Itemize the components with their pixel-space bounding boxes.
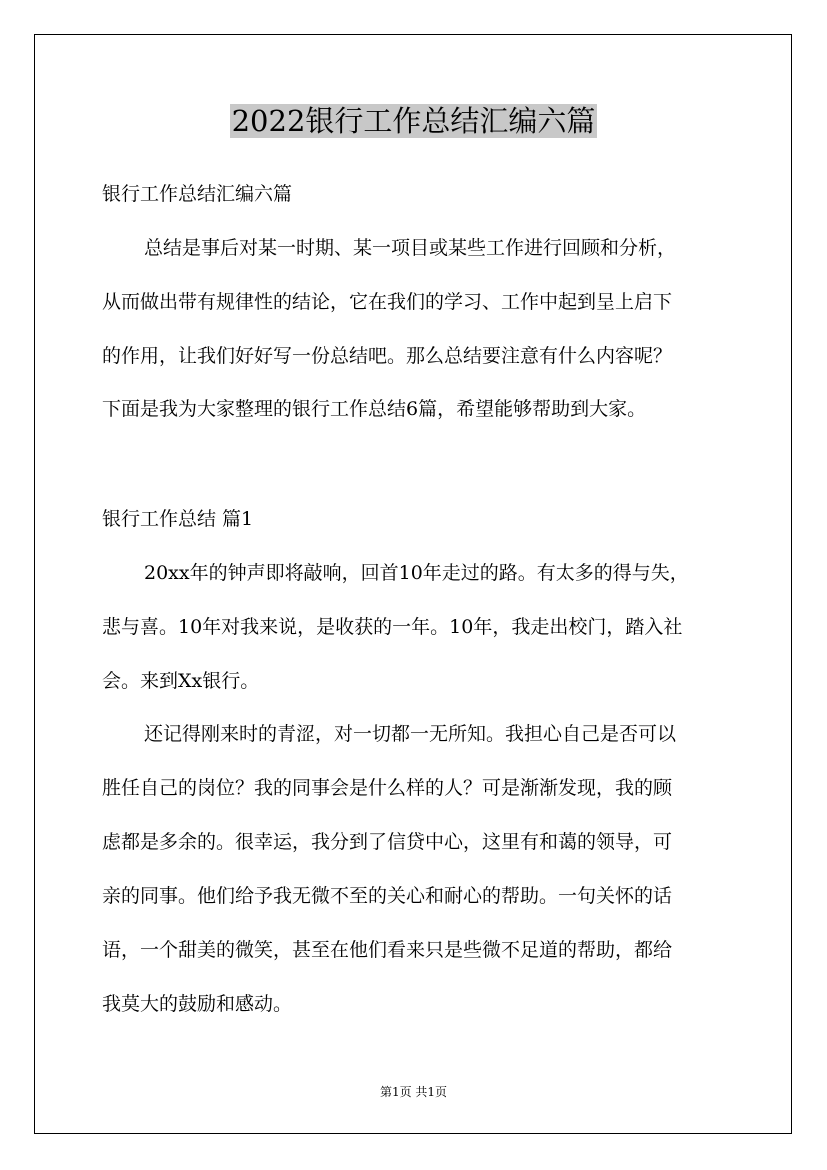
section-heading: 银行工作总结 篇1	[102, 508, 254, 530]
paragraph-line: 20xx年的钟声即将敲响，回首10年走过的路。有太多的得与失，	[144, 562, 689, 584]
page-footer: 第1页 共1页	[379, 1085, 448, 1099]
document-subtitle: 银行工作总结汇编六篇	[102, 183, 293, 205]
title-text: 2022银行工作总结汇编六篇	[231, 104, 596, 138]
intro-line: 的作用，让我们好好写一份总结吧。那么总结要注意有什么内容呢？	[102, 345, 673, 367]
intro-line: 总结是事后对某一时期、某一项目或某些工作进行回顾和分析，	[144, 237, 677, 259]
paragraph-line: 会。来到Xx银行。	[102, 670, 260, 692]
paragraph-line: 亲的同事。他们给予我无微不至的关心和耐心的帮助。一句关怀的话	[102, 885, 673, 907]
paragraph-line: 虑都是多余的。很幸运，我分到了信贷中心，这里有和蔼的领导，可	[102, 831, 673, 853]
paragraph-line: 我莫大的鼓励和感动。	[102, 993, 293, 1015]
paragraph-line: 语，一个甜美的微笑，甚至在他们看来只是些微不足道的帮助，都给	[102, 939, 673, 961]
document-title	[0, 100, 827, 142]
paragraph-line: 胜任自己的岗位？我的同事会是什么样的人？可是渐渐发现，我的顾	[102, 777, 673, 799]
intro-line: 下面是我为大家整理的银行工作总结6篇，希望能够帮助到大家。	[102, 398, 647, 420]
intro-line: 从而做出带有规律性的结论，它在我们的学习、工作中起到呈上启下	[102, 291, 673, 313]
paragraph-line: 悲与喜。10年对我来说，是收获的一年。10年，我走出校门，踏入社	[102, 616, 683, 638]
paragraph-line: 还记得刚来时的青涩，对一切都一无所知。我担心自己是否可以	[144, 723, 677, 745]
